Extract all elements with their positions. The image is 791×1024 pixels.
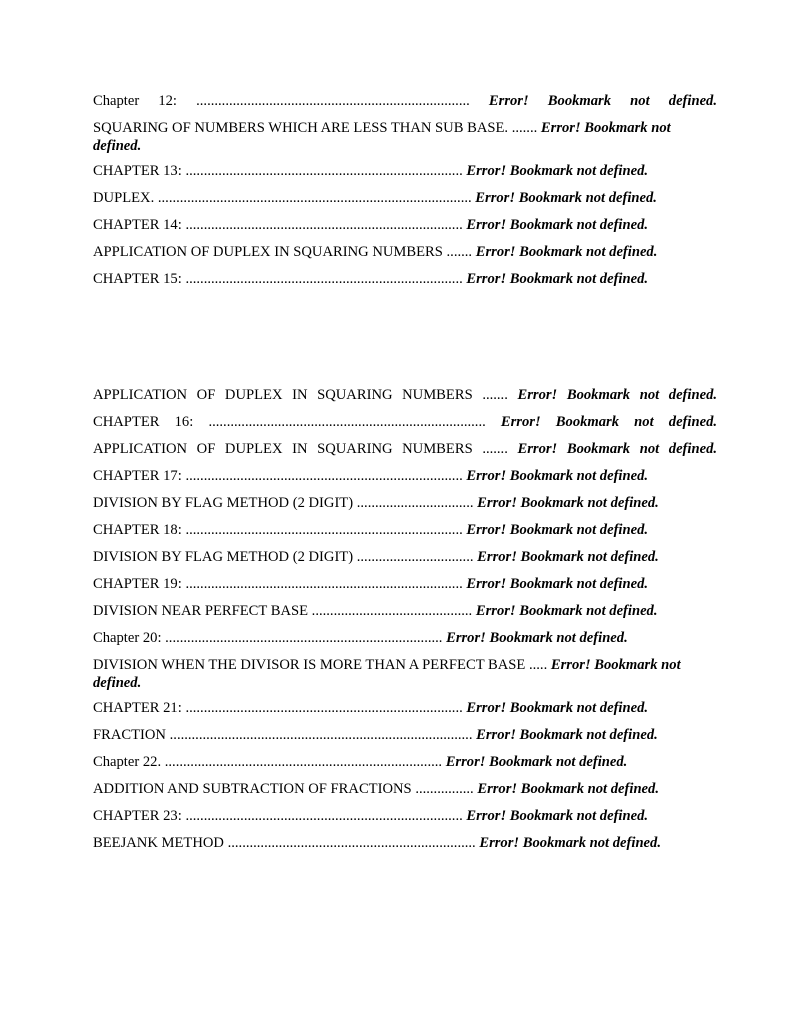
toc-error-text: Error! Bookmark not defined. <box>466 468 649 484</box>
toc-entry[interactable] <box>93 494 717 512</box>
toc-entry[interactable] <box>93 216 717 234</box>
toc-error-text: Error! Bookmark not defined. <box>475 603 658 619</box>
toc-leader: ............................................................................ <box>208 414 486 430</box>
toc-entry[interactable] <box>93 467 717 485</box>
toc-entry[interactable] <box>93 753 717 771</box>
toc-error-text: Error! Bookmark not defined. <box>466 522 649 538</box>
toc-error-text: Error! Bookmark not defined. <box>476 726 658 743</box>
toc-entry[interactable] <box>93 440 717 458</box>
toc-entry[interactable] <box>93 575 717 593</box>
toc-error-text: Error! Bookmark not defined. <box>445 753 628 770</box>
toc-entry[interactable] <box>93 521 717 539</box>
toc-entry[interactable] <box>93 629 717 647</box>
toc-entry-title: DIVISION WHEN THE DIVISOR IS MORE THAN A PERFECT BASE <box>93 657 526 673</box>
toc-leader: ..... <box>528 657 548 673</box>
toc-leader: ............................................................................ <box>185 807 463 824</box>
toc-error-text: Error! Bookmark not defined. <box>500 414 718 430</box>
toc-error-text: Error! Bookmark not defined. <box>488 93 717 109</box>
toc-leader: ............................................................................ <box>165 630 443 646</box>
toc-leader: ....... <box>482 441 508 457</box>
toc-leader: ............................................................................ <box>185 216 463 233</box>
toc-error-text: Error! Bookmark not defined. <box>93 657 681 692</box>
toc-entry[interactable] <box>93 602 717 620</box>
toc-entry-title: CHAPTER 19: <box>93 576 182 592</box>
toc-entry-title: Chapter 22. <box>93 753 162 770</box>
toc-entry[interactable] <box>93 780 717 798</box>
toc-error-text: Error! Bookmark not defined. <box>466 270 649 287</box>
toc-entry-title: DUPLEX. <box>93 189 155 206</box>
toc-entry-title: CHAPTER 23: <box>93 807 182 824</box>
toc-error-text: Error! Bookmark not defined. <box>477 780 659 797</box>
toc-entry-title: APPLICATION OF DUPLEX IN SQUARING NUMBERS <box>93 387 473 403</box>
toc-entry[interactable] <box>93 834 717 852</box>
toc-entry-title: DIVISION NEAR PERFECT BASE <box>93 603 309 619</box>
toc-leader: ............................................................................ <box>185 162 463 179</box>
toc-entry-title: BEEJANK METHOD <box>93 834 224 851</box>
toc-error-text: Error! Bookmark not defined. <box>466 699 649 716</box>
toc-entry-title: CHAPTER 18: <box>93 522 182 538</box>
toc-error-text: Error! Bookmark not defined. <box>93 120 671 155</box>
toc-entry-title: CHAPTER 14: <box>93 216 182 233</box>
toc-error-text: Error! Bookmark not defined. <box>466 576 649 592</box>
toc-entry[interactable] <box>93 413 717 431</box>
toc-entry-title: CHAPTER 21: <box>93 699 182 716</box>
toc-leader: ....... <box>446 243 473 260</box>
toc-leader: ................ <box>415 780 474 797</box>
toc-leader: ................................................................................... <box>169 726 473 743</box>
toc-entry[interactable] <box>93 548 717 566</box>
toc-entry-title: DIVISION BY FLAG METHOD (2 DIGIT) <box>93 549 354 565</box>
toc-error-text: Error! Bookmark not defined. <box>466 216 649 233</box>
toc-error-text: Error! Bookmark not defined. <box>475 189 657 206</box>
toc-leader: ........................................................................... <box>196 93 470 109</box>
toc-error-text: Error! Bookmark not defined. <box>517 441 718 457</box>
toc-entry-title: DIVISION BY FLAG METHOD (2 DIGIT) <box>93 495 354 511</box>
toc-entry[interactable] <box>93 243 717 261</box>
toc-entry[interactable] <box>93 270 717 288</box>
toc-leader: ................................ <box>356 549 474 565</box>
toc-entry-title: APPLICATION OF DUPLEX IN SQUARING NUMBERS <box>93 441 473 457</box>
toc-entry-title: APPLICATION OF DUPLEX IN SQUARING NUMBERS <box>93 243 443 260</box>
toc-error-text: Error! Bookmark not defined. <box>479 834 661 851</box>
toc-entry-title: FRACTION <box>93 726 166 743</box>
toc-group-1 <box>93 92 717 297</box>
toc-leader: ...................................................................................... <box>157 189 472 206</box>
toc-entry-title: CHAPTER 16: <box>93 414 194 430</box>
toc-error-text: Error! Bookmark not defined. <box>517 387 718 403</box>
toc-entry[interactable] <box>93 726 717 744</box>
toc-entry[interactable] <box>93 189 717 207</box>
toc-entry-title: Chapter 20: <box>93 630 162 646</box>
toc-error-text: Error! Bookmark not defined. <box>475 243 658 260</box>
toc-entry[interactable] <box>93 699 717 717</box>
toc-leader: ....... <box>482 387 508 403</box>
toc-leader: ............................................................................ <box>164 753 443 770</box>
toc-entry-title: CHAPTER 17: <box>93 468 182 484</box>
toc-entry[interactable] <box>93 386 717 404</box>
toc-leader: ............................................................................ <box>185 468 463 484</box>
toc-error-text: Error! Bookmark not defined. <box>466 162 649 179</box>
toc-entry-title: ADDITION AND SUBTRACTION OF FRACTIONS <box>93 780 412 797</box>
toc-group-2 <box>93 386 717 861</box>
toc-error-text: Error! Bookmark not defined. <box>466 807 649 824</box>
toc-error-text: Error! Bookmark not defined. <box>477 495 659 511</box>
toc-leader: ................................ <box>356 495 474 511</box>
toc-leader: ............................................................................ <box>185 699 463 716</box>
toc-leader: .................................................................... <box>227 834 476 851</box>
toc-leader: ............................................ <box>311 603 473 619</box>
toc-leader: ............................................................................ <box>185 270 463 287</box>
toc-error-text: Error! Bookmark not defined. <box>446 630 628 646</box>
toc-entry[interactable] <box>93 807 717 825</box>
toc-entry[interactable] <box>93 656 717 692</box>
toc-entry-title: Chapter 12: <box>93 93 177 109</box>
toc-error-text: Error! Bookmark not defined. <box>477 549 659 565</box>
toc-entry[interactable] <box>93 92 717 110</box>
toc-leader: ............................................................................ <box>185 576 463 592</box>
toc-entry-title: CHAPTER 13: <box>93 162 182 179</box>
toc-leader: ............................................................................ <box>185 522 463 538</box>
toc-entry-title: CHAPTER 15: <box>93 270 182 287</box>
toc-entry[interactable] <box>93 162 717 180</box>
toc-entry-title: SQUARING OF NUMBERS WHICH ARE LESS THAN SUB BASE. <box>93 120 509 136</box>
toc-leader: ....... <box>511 120 538 136</box>
toc-entry[interactable] <box>93 119 717 155</box>
